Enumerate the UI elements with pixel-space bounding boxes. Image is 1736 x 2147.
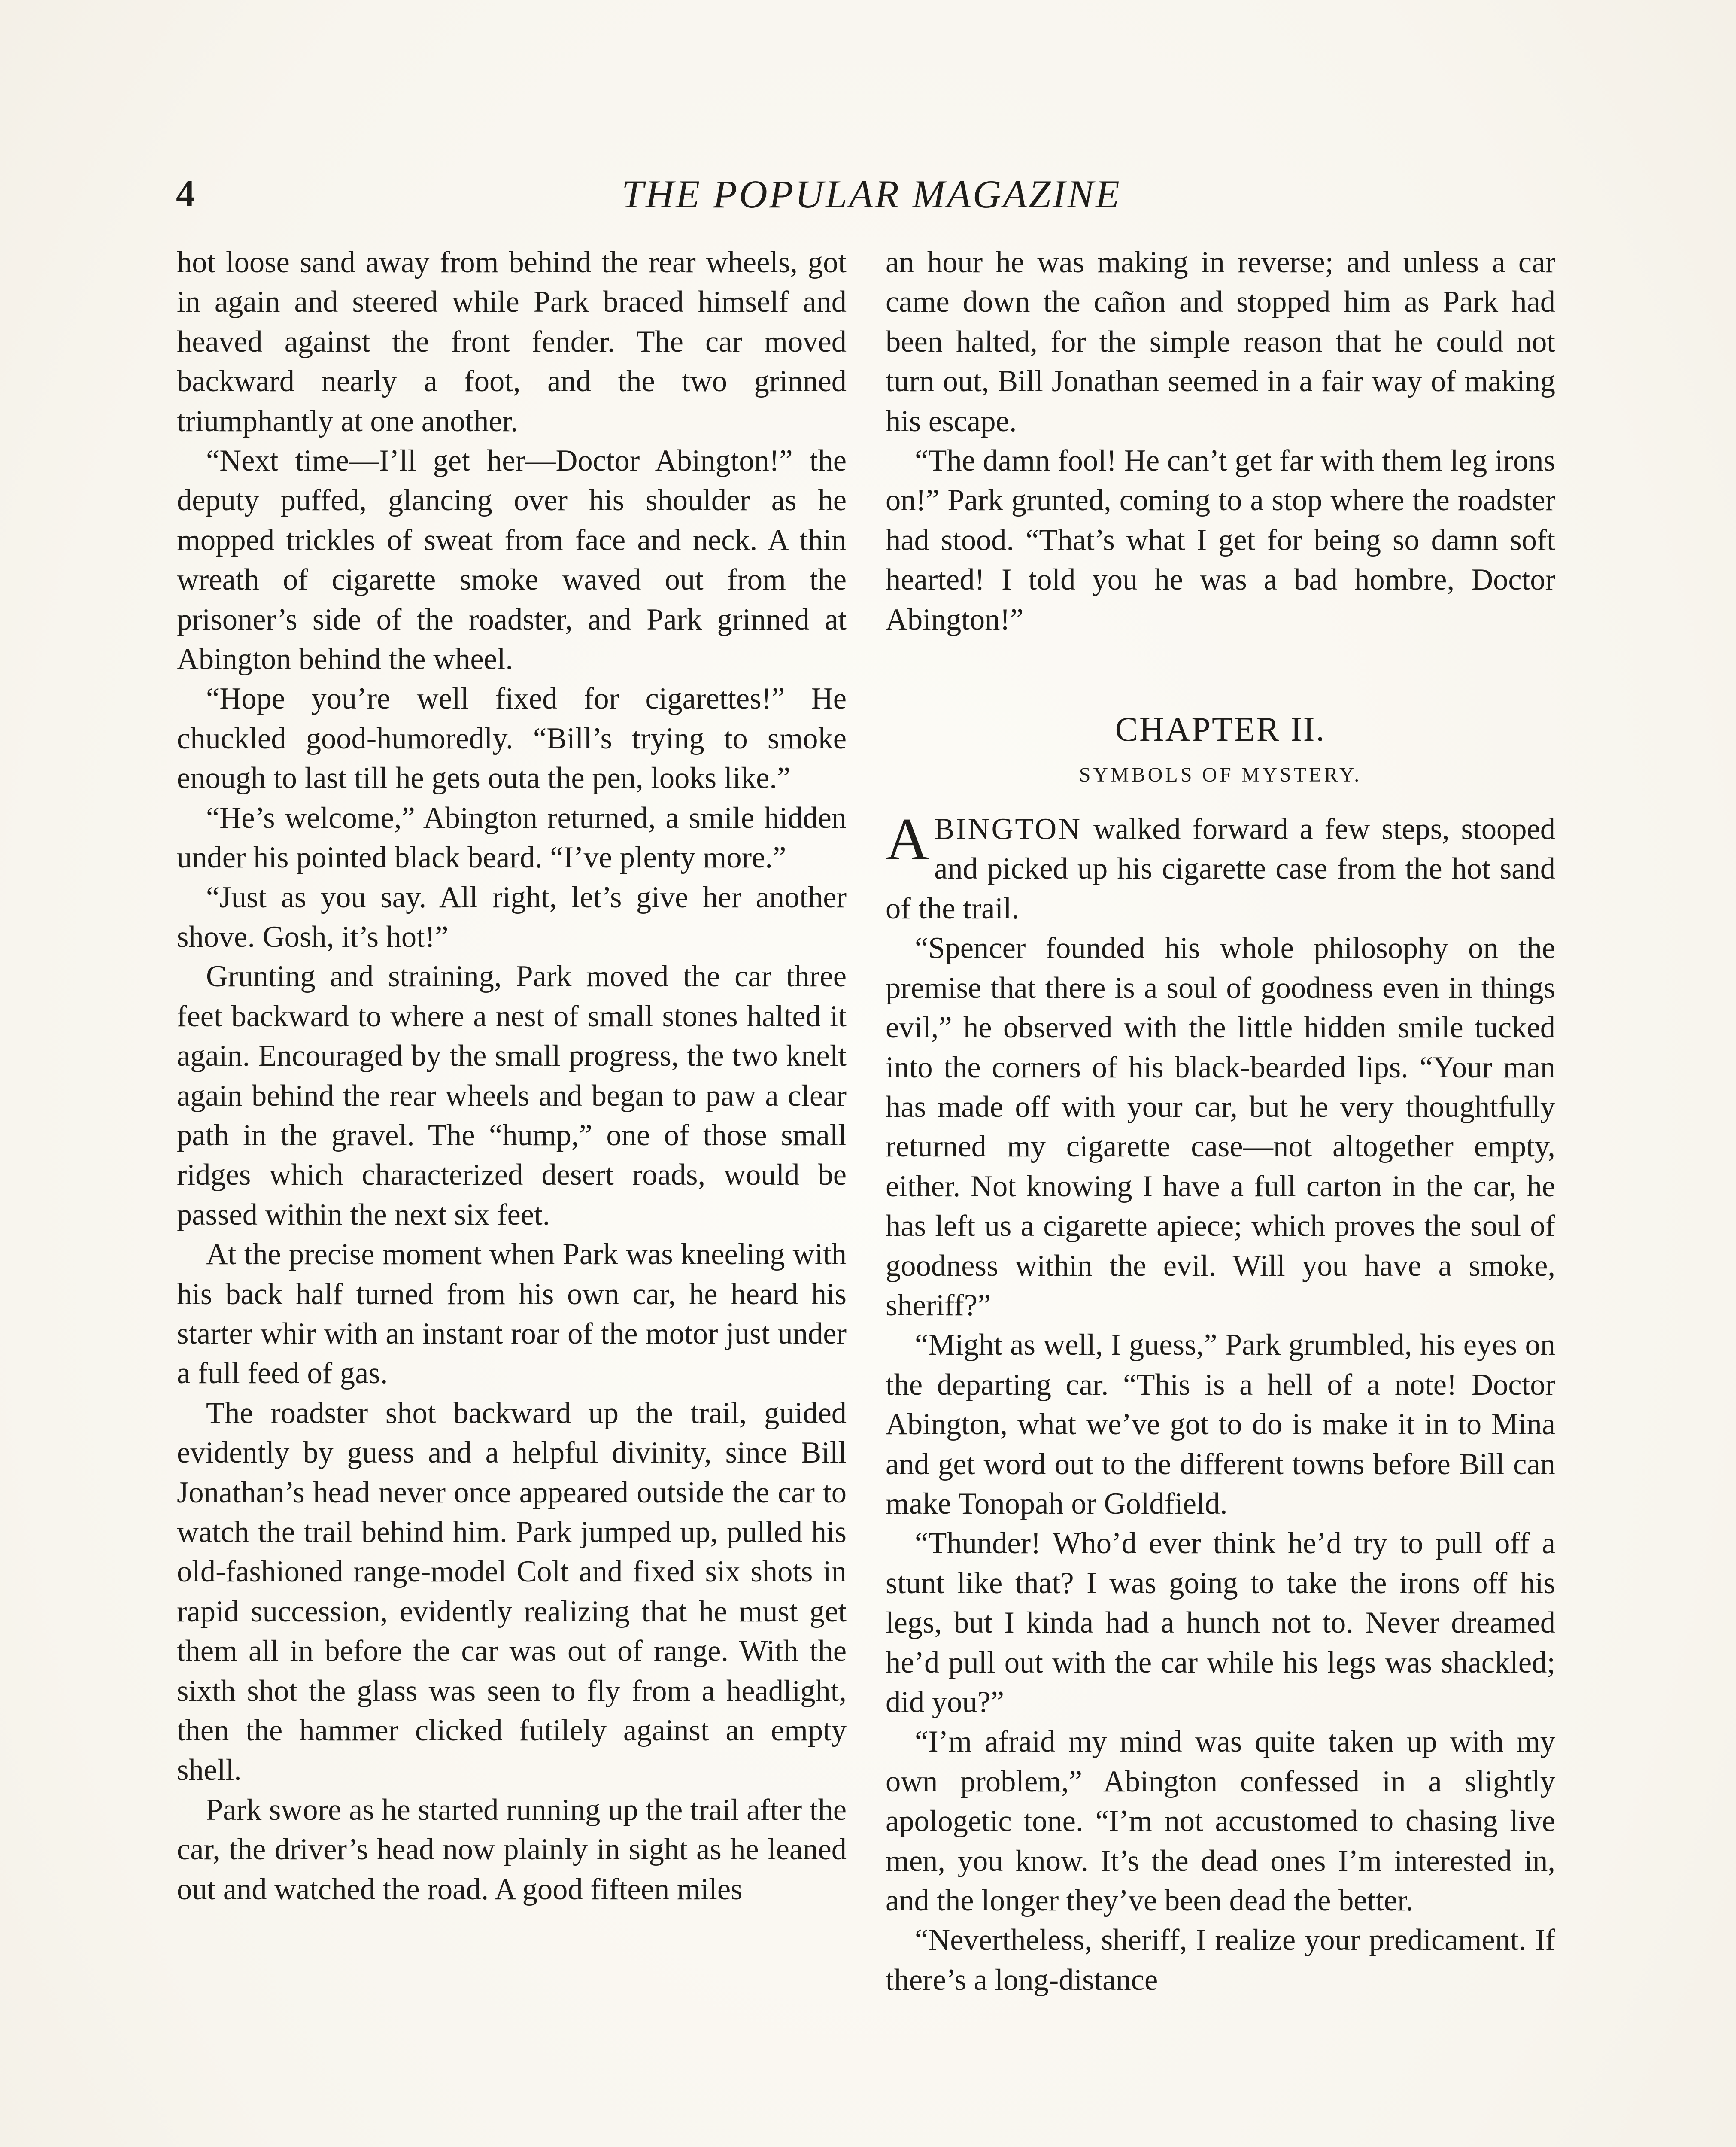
paragraph: Grunting and straining, Park moved the car three feet backward to where a nest of small stones halted it again. Encouraged by the small progress, the two knelt again behind the rear wheels and began to paw a clear path in the gravel. The “hump,” one of those small ridges which characterized desert roads, would be passed within the next six feet.	[177, 960, 847, 1232]
paragraph: The roadster shot backward up the trail, guided evidently by guess and a helpful divinity, since Bill Jonathan’s head never once appeared outside the car to watch the trail behind him. Park jumped up, pulled his old-fashioned range-model Colt and fixed six shots in rapid succession, evidently realizing that he must get them all in before the car was out of range. With the sixth shot the glass was seen to fly from a headlight, then the hammer clicked futilely against an empty shell.	[177, 1396, 847, 1787]
right-column	[886, 243, 1555, 2000]
paragraph: “He’s welcome,” Abington returned, a smile hidden under his pointed black beard. “I’ve plenty more.”	[177, 801, 847, 875]
drop-cap: A	[886, 806, 929, 873]
page-header	[176, 168, 1567, 220]
paragraph: an hour he was making in reverse; and unless a car came down the cañon and stopped him as Park had been halted, for the simple reason that he could not turn out, Bill Jonathan seemed in a fair way of making his escape.	[886, 246, 1555, 438]
paragraph: “I’m afraid my mind was quite taken up with my own problem,” Abington confessed in a slightly apologetic tone. “I’m not accustomed to chasing live men, you know. It’s the dead ones I’m interested in, and the longer they’ve been dead the better.	[886, 1725, 1555, 1918]
opening-text: walked forward a few steps, stooped and picked up his cigarette case from the hot sand of the trail.	[886, 812, 1555, 925]
paragraph: hot loose sand away from behind the rear wheels, got in again and steered while Park braced himself and heaved against the front fender. The car moved backward nearly a foot, and the two grinned triumphantly at one another.	[177, 246, 847, 438]
paragraph: “Spencer founded his whole philosophy on the premise that there is a soul of goodness even in things evil,” he observed with the little hidden smile tucked into the corners of his black-bearded lips. “Your man has made off with your car, but he very thoughtfully returned my cigarette case—not altogether empty, either. Not knowing I have a full carton in the car, he has left us a cigarette apiece; which proves the soul of goodness within the evil. Will you have a smoke, sheriff?”	[886, 931, 1555, 1322]
paragraph: “Might as well, I guess,” Park grumbled, his eyes on the departing car. “This is a hell of a note! Doctor Abington, what we’ve got to do is make it in to Mina and get word out to the different towns before Bill can make Tonopah or Goldfield.	[886, 1328, 1555, 1521]
page-number: 4	[176, 173, 195, 215]
opening-smallcaps: BINGTON	[934, 812, 1082, 846]
paragraph: “Nevertheless, sheriff, I realize your predicament. If there’s a long-distance	[886, 1923, 1555, 1997]
chapter-opening-paragraph	[886, 806, 1555, 928]
paragraph: “Next time—I’ll get her—Doctor Abington!” the deputy puffed, glancing over his shoulder as he mopped trickles of sweat from face and neck. A thin wreath of cigarette smoke waved out from the prisoner’s side of the roadster, and Park grinned at Abington behind the wheel.	[177, 444, 847, 676]
paragraph: “The damn fool! He can’t get far with them leg irons on!” Park grunted, coming to a stop where the roadster had stood. “That’s what I get for being so damn soft hearted! I told you he was a bad hombre, Doctor Abington!”	[886, 444, 1555, 636]
paragraph: Park swore as he started running up the trail after the car, the driver’s head now plainly in sight as he leaned out and watched the road. A good fifteen miles	[177, 1793, 847, 1906]
magazine-title: THE POPULAR MAGAZINE	[622, 172, 1121, 216]
chapter-title: CHAPTER II.	[1115, 711, 1326, 749]
paragraph: “Just as you say. All right, let’s give her another shove. Gosh, it’s hot!”	[177, 880, 847, 954]
paragraph: At the precise moment when Park was kneeling with his back half turned from his own car, he heard his starter whir with an instant roar of the motor just under a full feed of gas.	[177, 1238, 847, 1390]
chapter-subtitle: SYMBOLS OF MYSTERY.	[1079, 763, 1362, 787]
paragraph: “Thunder! Who’d ever think he’d try to pull off a stunt like that? I was going to take the irons off his legs, but I kinda had a hunch not to. Never dreamed he’d pull out with the car while his legs was shackled; did you?”	[886, 1527, 1555, 1719]
paragraph: “Hope you’re well fixed for cigarettes!” He chuckled good-humoredly. “Bill’s trying to smoke enough to last till he gets outa the pen, looks like.”	[177, 682, 847, 795]
left-column	[177, 243, 847, 1909]
